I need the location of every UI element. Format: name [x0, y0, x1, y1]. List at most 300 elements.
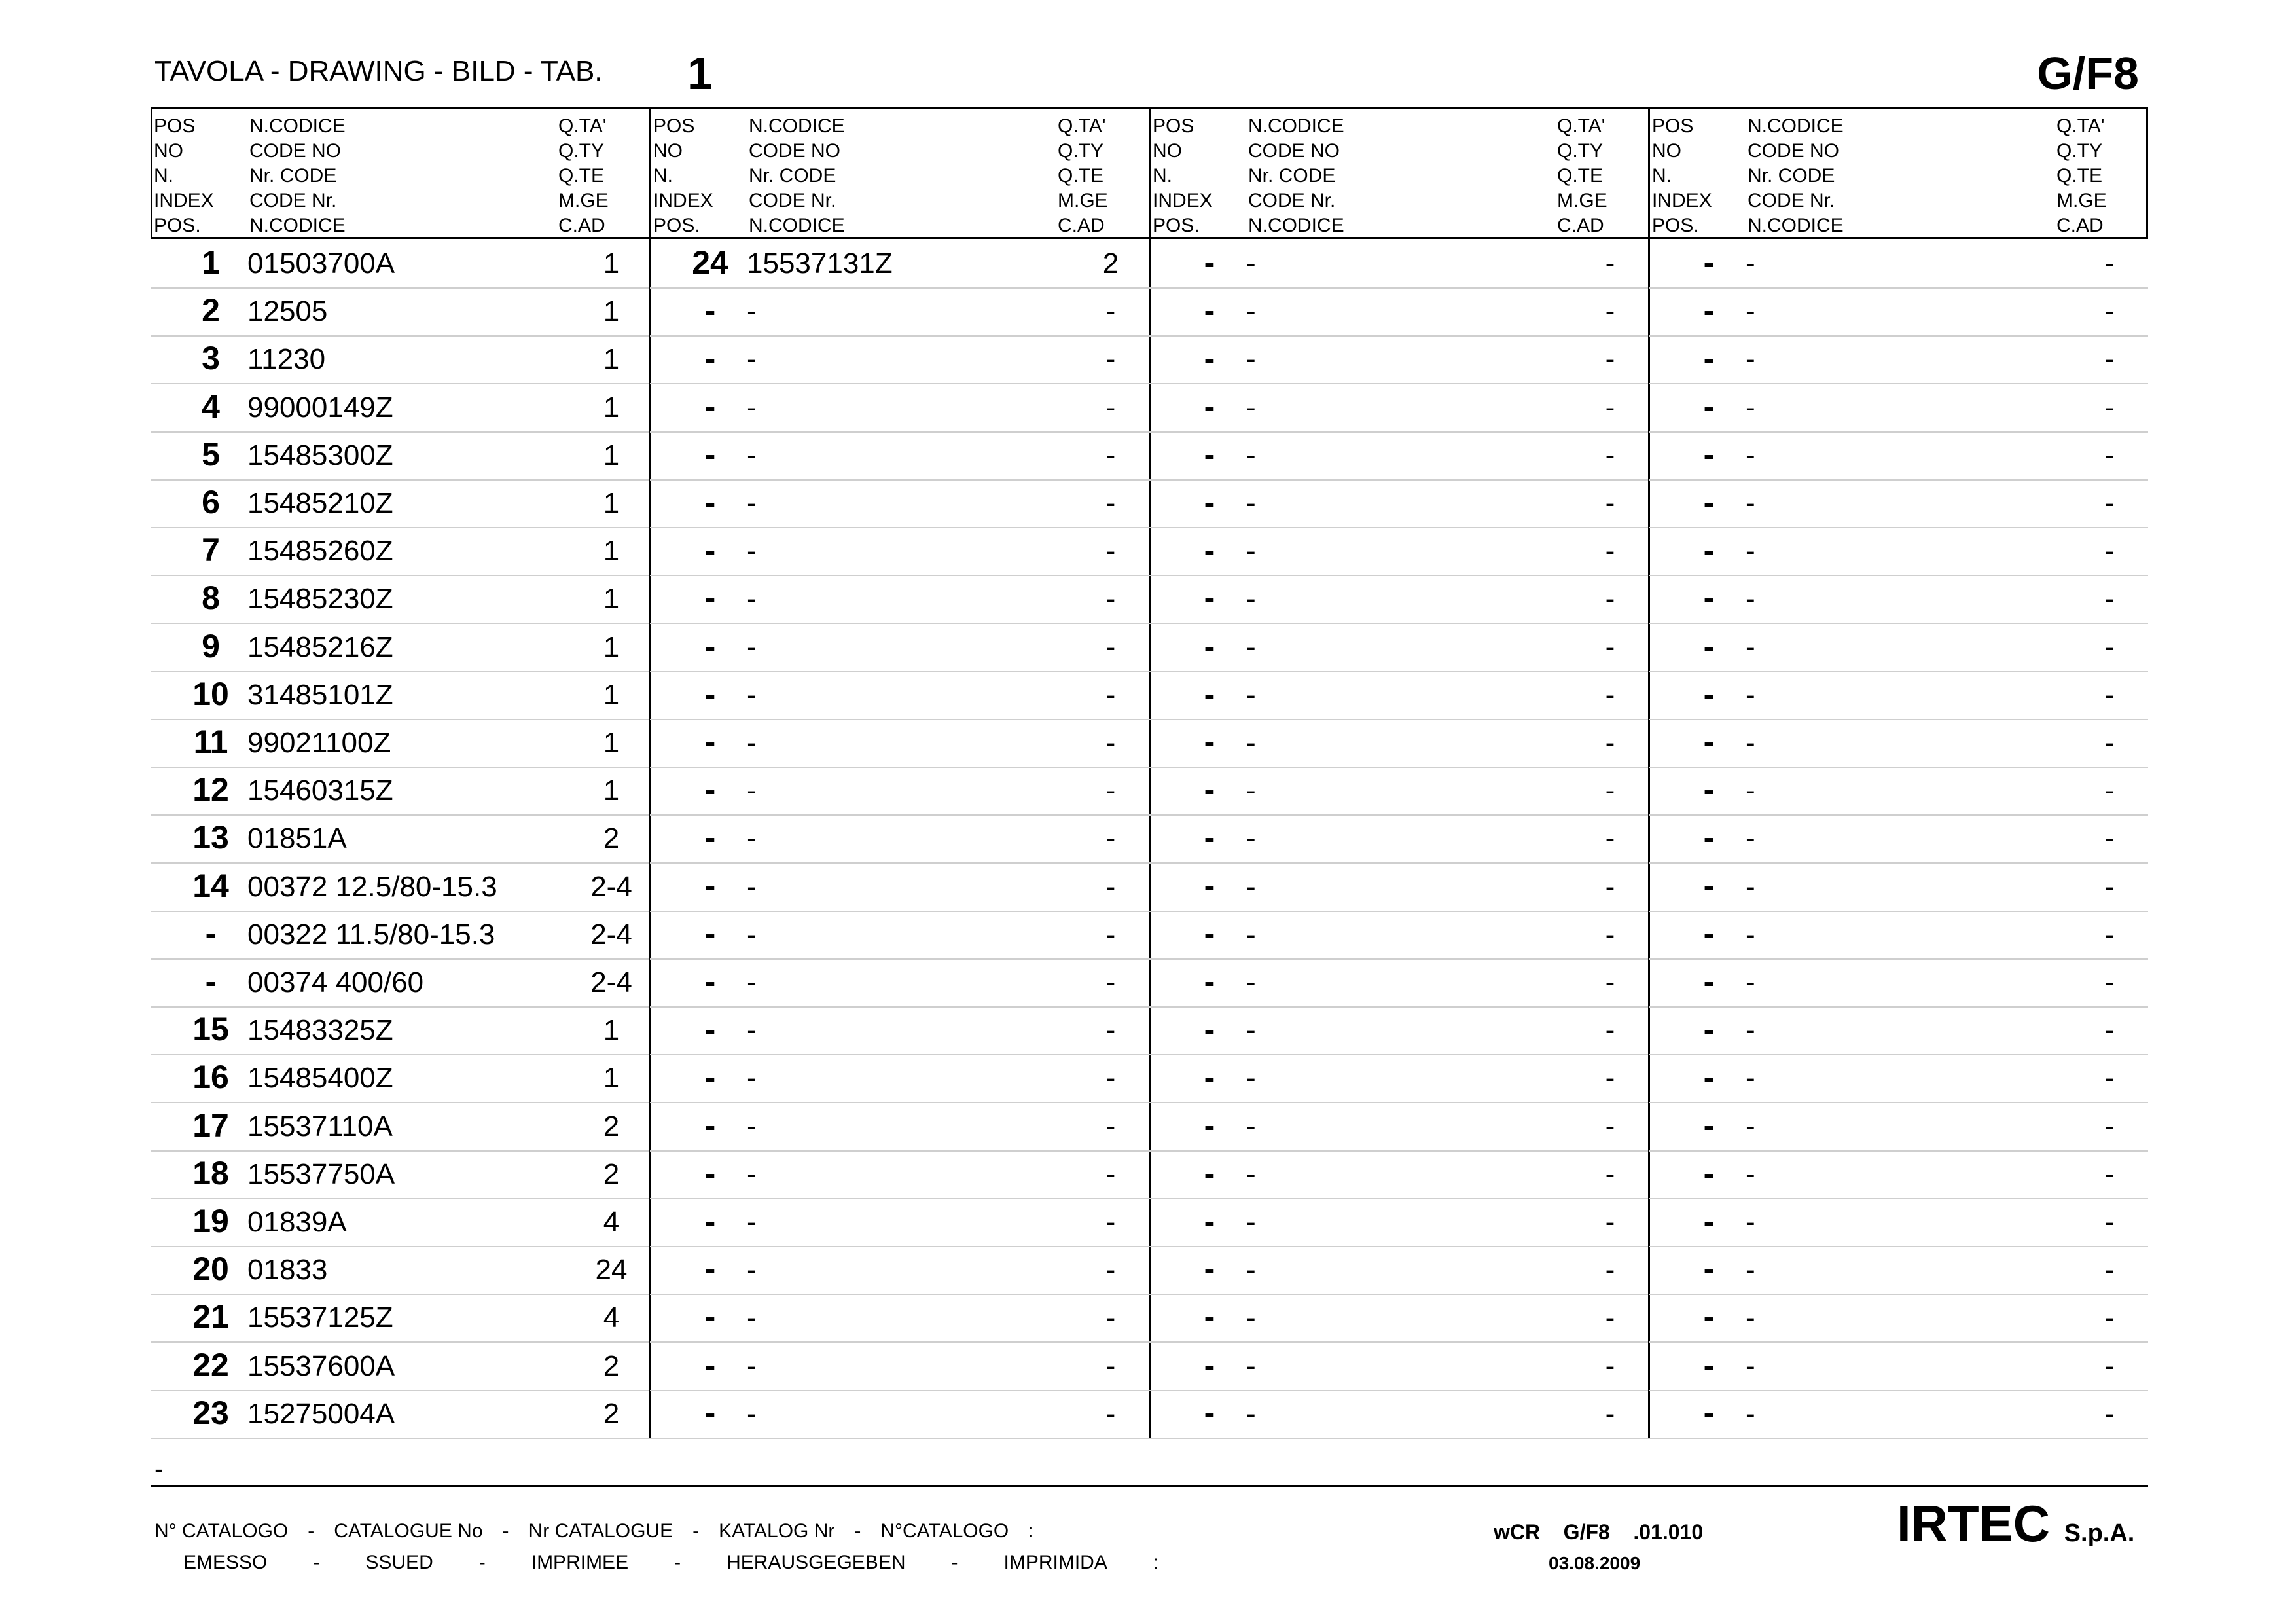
table-row	[650, 241, 1149, 289]
quantity: -	[2104, 1349, 2115, 1382]
table-row	[151, 1199, 650, 1247]
position-number: -	[704, 1394, 716, 1431]
position-number: -	[1703, 435, 1715, 473]
part-code: -	[1746, 295, 1755, 328]
table-row	[1149, 1295, 1649, 1343]
part-code: -	[1746, 775, 1755, 807]
table-row	[151, 1008, 650, 1055]
position-number: -	[704, 1298, 716, 1336]
tab-number: 1	[687, 48, 713, 99]
position-number: 21	[192, 1298, 229, 1336]
part-code: -	[747, 727, 757, 759]
table-row	[650, 720, 1149, 768]
header-label: Q.TE	[2056, 165, 2103, 187]
position-number: -	[1703, 388, 1715, 425]
header-label: M.GE	[558, 190, 609, 211]
table-row	[1649, 816, 2148, 864]
table-row	[1149, 241, 1649, 289]
position-number: -	[1204, 1250, 1215, 1288]
quantity: -	[1605, 918, 1615, 951]
position-number: -	[1204, 1394, 1215, 1431]
position-number: 20	[192, 1250, 229, 1288]
quantity: -	[1605, 870, 1615, 903]
issued-label: -	[951, 1552, 958, 1573]
table-row	[650, 625, 1149, 672]
part-code: 01833	[247, 1254, 328, 1286]
header-label: Q.TA'	[2056, 115, 2105, 137]
part-code: -	[1746, 1397, 1755, 1430]
table-row	[151, 433, 650, 481]
quantity: -	[2104, 1014, 2115, 1047]
part-code: 99000149Z	[247, 391, 393, 424]
table-row	[650, 1295, 1149, 1343]
position-number: -	[1703, 627, 1715, 665]
catalog-label: -	[692, 1520, 700, 1542]
position-number: -	[1703, 915, 1715, 952]
header-label: CODE NO	[1248, 140, 1340, 162]
position-number: 5	[202, 435, 220, 473]
table-row	[650, 289, 1149, 337]
issued-label: -	[478, 1552, 486, 1573]
position-number: -	[704, 484, 716, 520]
position-number: 15	[192, 1011, 229, 1048]
position-number: -	[704, 579, 716, 617]
part-code: -	[1246, 487, 1256, 519]
table-row	[151, 1247, 650, 1295]
table-row	[151, 768, 650, 816]
table-row	[650, 528, 1149, 576]
part-code: 15537125Z	[247, 1302, 393, 1334]
part-code: -	[1746, 391, 1755, 424]
part-code: -	[747, 1254, 757, 1286]
header-label: Q.TA'	[1557, 115, 1605, 137]
table-row	[650, 433, 1149, 481]
header-label: Nr. CODE	[249, 165, 337, 187]
table-row	[650, 864, 1149, 912]
part-code: -	[1246, 1014, 1256, 1047]
parts-table	[151, 107, 2148, 1438]
position-number: 1	[202, 244, 220, 281]
quantity: -	[1605, 630, 1615, 663]
part-code: -	[747, 439, 757, 471]
part-code: -	[1246, 391, 1256, 424]
table-row	[1149, 1247, 1649, 1295]
quantity: -	[1605, 1302, 1615, 1334]
position-number: -	[1703, 340, 1715, 377]
position-number: 7	[202, 532, 220, 569]
header-label: N.	[1153, 165, 1172, 187]
header-label: POS	[1153, 115, 1194, 137]
part-code: -	[1246, 918, 1256, 951]
table-row	[1649, 241, 2148, 289]
quantity: -	[1105, 1158, 1116, 1190]
table-row	[151, 625, 650, 672]
part-code: 99021100Z	[247, 727, 391, 759]
position-number: -	[704, 675, 716, 712]
position-number: -	[1703, 1394, 1715, 1431]
issued-label: -	[674, 1552, 681, 1573]
part-code: -	[1246, 775, 1256, 807]
position-number: -	[1703, 244, 1715, 281]
part-code: -	[1746, 678, 1755, 711]
header-label: N.CODICE	[1248, 115, 1344, 137]
position-number: -	[1204, 1154, 1215, 1192]
table-row	[151, 576, 650, 624]
header-label: N.CODICE	[249, 215, 346, 236]
quantity: -	[1605, 822, 1615, 855]
position-number: -	[1204, 963, 1215, 1000]
part-code: 15485260Z	[247, 535, 393, 568]
header-label: N.CODICE	[749, 115, 845, 137]
part-code: -	[1246, 870, 1256, 903]
part-code: -	[1246, 1206, 1256, 1238]
position-number: -	[1204, 867, 1215, 904]
header-label: Q.TY	[1058, 140, 1104, 162]
quantity: -	[2104, 1062, 2115, 1095]
header-label: CODE NO	[249, 140, 342, 162]
header-label: INDEX	[154, 190, 214, 211]
table-row	[1649, 576, 2148, 624]
quantity: -	[1605, 247, 1615, 280]
position-number: -	[704, 963, 716, 1000]
position-number: -	[1703, 1250, 1715, 1288]
header-code-labels	[249, 114, 346, 238]
position-number: -	[704, 867, 716, 904]
position-number: -	[1204, 675, 1215, 712]
quantity: -	[1105, 775, 1116, 807]
quantity: 1	[603, 535, 620, 568]
header-label: NO	[154, 140, 183, 162]
table-row	[151, 1152, 650, 1199]
header-label: N.CODICE	[249, 115, 346, 137]
part-code: 01839A	[247, 1206, 347, 1238]
part-code: -	[747, 583, 757, 615]
position-number: 22	[192, 1346, 229, 1383]
header-label: INDEX	[1153, 190, 1213, 211]
part-code: -	[1746, 343, 1755, 376]
quantity: 1	[603, 727, 620, 759]
header-pos-labels	[1652, 114, 1712, 238]
quantity: -	[1605, 295, 1615, 328]
part-code: -	[1746, 822, 1755, 855]
position-number: -	[704, 627, 716, 665]
part-code: -	[1246, 295, 1256, 328]
table-row	[1649, 1152, 2148, 1199]
part-code: -	[1746, 487, 1755, 519]
position-number: 17	[192, 1106, 229, 1144]
quantity: 2	[603, 1110, 620, 1142]
position-number: -	[1204, 388, 1215, 425]
header-label: N.	[653, 165, 673, 187]
quantity: -	[1105, 295, 1116, 328]
quantity: -	[1605, 1110, 1615, 1142]
table-row	[1649, 768, 2148, 816]
quantity: -	[1105, 727, 1116, 759]
quantity: -	[2104, 1206, 2115, 1238]
table-row	[1649, 1391, 2148, 1439]
table-row	[1149, 337, 1649, 384]
quantity: -	[1105, 343, 1116, 376]
table-row	[1149, 1199, 1649, 1247]
quantity: 1	[603, 678, 620, 711]
header-label: POS	[154, 115, 196, 137]
position-number: -	[1703, 1154, 1715, 1192]
quantity: -	[1605, 775, 1615, 807]
position-number: -	[1204, 340, 1215, 377]
position-number: -	[1703, 1106, 1715, 1144]
header-label: POS.	[653, 215, 700, 236]
position-number: 14	[192, 867, 229, 904]
catalog-label: KATALOG Nr	[719, 1520, 835, 1542]
part-code: -	[1746, 966, 1755, 998]
header-label: Q.TY	[2056, 140, 2103, 162]
catalog-label: -	[308, 1520, 315, 1542]
catalog-label: N°CATALOGO	[880, 1520, 1009, 1542]
footer-divider	[151, 1485, 2148, 1487]
table-row	[151, 864, 650, 912]
position-number: -	[704, 435, 716, 473]
quantity: -	[2104, 583, 2115, 615]
part-code: 15483325Z	[247, 1014, 393, 1047]
issued-label: IMPRIMIDA	[1003, 1552, 1107, 1573]
position-number: -	[1703, 1298, 1715, 1336]
position-number: 2	[202, 292, 220, 329]
position-number: 24	[692, 244, 728, 281]
issued-label: -	[313, 1552, 320, 1573]
quantity: -	[1605, 1062, 1615, 1095]
quantity: -	[1605, 1397, 1615, 1430]
table-row	[650, 1008, 1149, 1055]
part-code: -	[1246, 1110, 1256, 1142]
catalog-label: -	[502, 1520, 509, 1542]
table-row	[1149, 1055, 1649, 1103]
quantity: 1	[603, 775, 620, 807]
table-row	[650, 576, 1149, 624]
part-code: -	[747, 1062, 757, 1095]
part-code: -	[747, 1302, 757, 1334]
issue-date: 03.08.2009	[1549, 1553, 1641, 1573]
header-label: C.AD	[1058, 215, 1105, 236]
part-code: -	[747, 535, 757, 568]
quantity: -	[1605, 583, 1615, 615]
position-number: 8	[202, 579, 220, 617]
quantity: 2	[603, 1158, 620, 1190]
position-number: -	[1204, 627, 1215, 665]
header-label: CODE Nr.	[1748, 190, 1835, 211]
header-qty-labels	[1557, 114, 1607, 238]
part-code: -	[1246, 583, 1256, 615]
brand-name: IRTEC	[1897, 1495, 2050, 1552]
quantity: -	[1105, 630, 1116, 663]
table-row	[1649, 625, 2148, 672]
table-row	[650, 1104, 1149, 1152]
header-label: POS.	[1153, 215, 1200, 236]
part-code: -	[1246, 343, 1256, 376]
brand-suffix: S.p.A.	[2064, 1520, 2135, 1547]
header-label: Nr. CODE	[749, 165, 836, 187]
issued-label: :	[1153, 1552, 1159, 1573]
position-number: -	[704, 388, 716, 425]
part-code: -	[1746, 439, 1755, 471]
position-number: -	[1703, 532, 1715, 569]
quantity: 2-4	[590, 918, 632, 951]
position-number: 10	[192, 675, 229, 712]
part-code: -	[1246, 535, 1256, 568]
header-label: N.CODICE	[1748, 115, 1844, 137]
table-row	[1149, 912, 1649, 960]
quantity: -	[1105, 439, 1116, 471]
part-code: -	[747, 343, 757, 376]
table-row	[1149, 768, 1649, 816]
drawing-title: TAVOLA - DRAWING - BILD - TAB.	[154, 55, 603, 87]
part-code: 15485300Z	[247, 439, 393, 471]
header-label: CODE Nr.	[1248, 190, 1336, 211]
quantity: -	[1605, 343, 1615, 376]
quantity: 2	[1102, 247, 1119, 280]
part-code: -	[1246, 678, 1256, 711]
part-code: 00372 12.5/80-15.3	[247, 870, 497, 903]
position-number: -	[704, 771, 716, 809]
header-label: Q.TE	[1557, 165, 1604, 187]
table-row	[1649, 1247, 2148, 1295]
quantity: -	[1105, 1254, 1116, 1286]
position-number: 16	[192, 1059, 229, 1096]
quantity: -	[1105, 535, 1116, 568]
table-row	[151, 1104, 650, 1152]
quantity: -	[2104, 918, 2115, 951]
quantity: -	[1605, 535, 1615, 568]
part-code: -	[1746, 630, 1755, 663]
header-qty-labels	[1058, 114, 1108, 238]
position-number: -	[704, 1059, 716, 1096]
position-number: 9	[202, 627, 220, 665]
part-code: -	[747, 966, 757, 998]
position-number: -	[205, 963, 217, 1000]
table-row	[1149, 1343, 1649, 1391]
part-code: -	[747, 1397, 757, 1430]
table-row	[650, 337, 1149, 384]
quantity: 2-4	[590, 966, 632, 998]
table-row	[151, 960, 650, 1008]
table-row	[1149, 625, 1649, 672]
position-number: -	[1204, 915, 1215, 952]
part-code: -	[747, 870, 757, 903]
position-number: -	[704, 1154, 716, 1192]
quantity: -	[2104, 822, 2115, 855]
quantity: -	[1105, 1014, 1116, 1047]
part-code: -	[1246, 630, 1256, 663]
catalog-code: wCR G/F8 .01.010	[1494, 1520, 1704, 1544]
issued-label: SSUED	[365, 1552, 433, 1573]
quantity: -	[2104, 727, 2115, 759]
part-code: -	[747, 391, 757, 424]
table-row	[1649, 1343, 2148, 1391]
position-number: -	[1204, 1346, 1215, 1383]
header-label: Nr. CODE	[1248, 165, 1336, 187]
table-row	[650, 672, 1149, 720]
header-label: CODE NO	[1748, 140, 1840, 162]
part-code: 11230	[247, 343, 326, 376]
notes-line: -	[154, 1455, 164, 1484]
quantity: -	[1605, 966, 1615, 998]
table-row	[1649, 912, 2148, 960]
header-label: NO	[1652, 140, 1681, 162]
table-row	[650, 1055, 1149, 1103]
part-code: -	[1246, 1158, 1256, 1190]
position-number: -	[1703, 963, 1715, 1000]
header-code-labels	[1748, 114, 1844, 238]
table-row	[1649, 1055, 2148, 1103]
header-qty-labels	[2056, 114, 2107, 238]
quantity: 1	[603, 247, 620, 280]
table-row	[151, 528, 650, 576]
catalog-label: -	[854, 1520, 861, 1542]
quantity: -	[2104, 1158, 2115, 1190]
header-label: POS.	[1652, 215, 1699, 236]
table-row	[151, 241, 650, 289]
table-row	[1149, 576, 1649, 624]
position-number: 18	[192, 1154, 229, 1192]
header-label: N.CODICE	[1748, 215, 1844, 236]
quantity: -	[1105, 1062, 1116, 1095]
part-code: -	[1746, 870, 1755, 903]
header-label: M.GE	[1557, 190, 1607, 211]
header-pos-labels	[653, 114, 713, 238]
header-label: Q.TA'	[1058, 115, 1106, 137]
header-label: Q.TA'	[558, 115, 607, 137]
table-row	[151, 672, 650, 720]
quantity: -	[1105, 1302, 1116, 1334]
position-number: -	[1204, 244, 1215, 281]
position-number: -	[1703, 867, 1715, 904]
header-label: N.CODICE	[749, 215, 845, 236]
table-row	[1649, 433, 2148, 481]
part-code: 00322 11.5/80-15.3	[247, 918, 495, 951]
table-row	[1649, 720, 2148, 768]
part-code: 15537110A	[247, 1110, 393, 1142]
position-number: -	[704, 532, 716, 569]
position-number: -	[1204, 723, 1215, 760]
table-row	[650, 1343, 1149, 1391]
part-code: -	[747, 1014, 757, 1047]
quantity: -	[1605, 727, 1615, 759]
table-row	[1649, 864, 2148, 912]
position-number: -	[1703, 1203, 1715, 1239]
table-row	[650, 1247, 1149, 1295]
header-label: N.	[154, 165, 173, 187]
table-row	[151, 289, 650, 337]
part-code: -	[747, 678, 757, 711]
part-code: -	[1246, 1062, 1256, 1095]
quantity: -	[1605, 1158, 1615, 1190]
table-row	[151, 816, 650, 864]
position-number: 4	[202, 388, 220, 425]
quantity: -	[1105, 583, 1116, 615]
issued-label: EMESSO	[183, 1552, 268, 1573]
part-code: 15485230Z	[247, 583, 393, 615]
part-code: -	[747, 1110, 757, 1142]
table-row	[1649, 1104, 2148, 1152]
catalog-label: N° CATALOGO	[154, 1520, 289, 1542]
position-number: -	[704, 1203, 716, 1239]
part-code: 15537750A	[247, 1158, 395, 1190]
quantity: -	[2104, 966, 2115, 998]
part-code: -	[747, 1206, 757, 1238]
header-label: INDEX	[653, 190, 713, 211]
part-code: -	[747, 822, 757, 855]
position-number: -	[1204, 435, 1215, 473]
position-number: -	[1703, 819, 1715, 856]
